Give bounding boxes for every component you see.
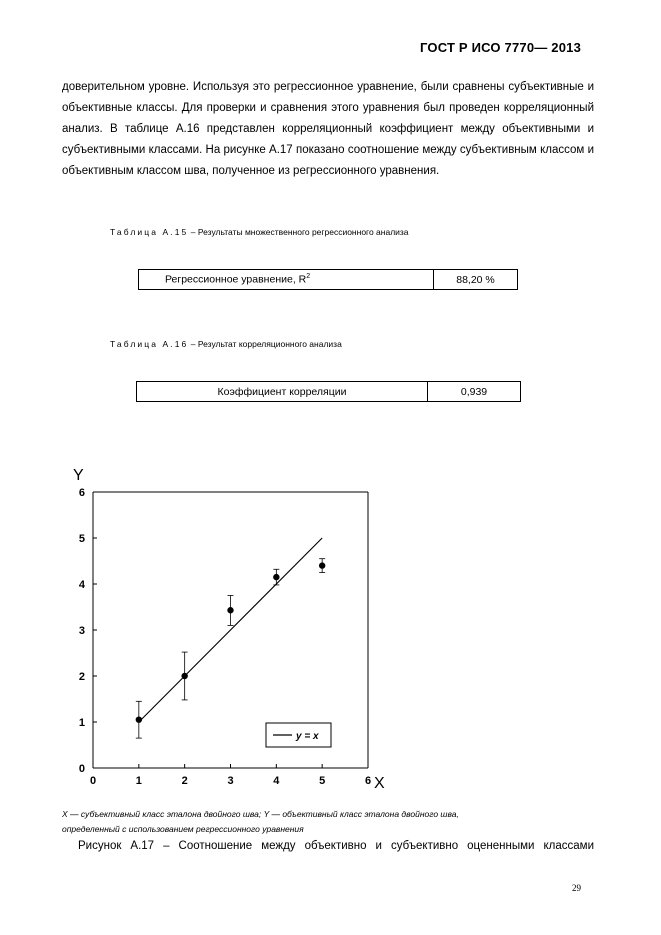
table-a16-label: Коэффициент корреляции <box>137 382 428 402</box>
x-tick-label: 2 <box>181 775 188 787</box>
y-axis-label: Y <box>73 467 84 484</box>
table-row <box>139 270 518 290</box>
table-a15-label-cell <box>139 270 434 290</box>
x-tick-label: 5 <box>319 775 326 787</box>
page-number: 29 <box>572 883 581 893</box>
table-a16-caption-prefix: Таблица А.16 <box>110 339 189 349</box>
y-tick-label: 1 <box>78 717 85 729</box>
figure-note-line2: определенный с использованием регрессионного уравнения <box>62 824 304 834</box>
y-tick-label: 4 <box>78 579 85 591</box>
standard-header: ГОСТ Р ИСО 7770— 2013 <box>420 40 581 55</box>
table-row <box>137 382 521 402</box>
y-tick-label: 5 <box>78 533 85 545</box>
figure-title: Рисунок А.17 – Соотношение между объективно и субъективно оцененными классами <box>78 840 594 852</box>
x-tick-label: 3 <box>227 775 234 787</box>
table-a16-caption-text: – Результат корреляционного анализа <box>188 339 342 349</box>
y-tick-label: 6 <box>78 487 85 499</box>
x-tick-label: 4 <box>273 775 280 787</box>
data-point <box>227 607 233 613</box>
x-tick-label: 1 <box>135 775 142 787</box>
data-point <box>273 574 279 580</box>
table-a16 <box>136 381 521 402</box>
y-tick-label: 2 <box>78 671 85 683</box>
reference-line <box>139 538 322 722</box>
x-tick-label: 0 <box>89 775 97 787</box>
table-a15 <box>138 269 518 290</box>
y-tick-label: 0 <box>78 763 85 775</box>
data-point <box>319 562 325 568</box>
table-a15-caption-prefix: Таблица А.15 <box>110 227 189 237</box>
table-a16-caption <box>110 339 342 349</box>
table-a16-value: 0,939 <box>428 382 521 402</box>
figure-note-line1: X — субъективный класс эталона двойного шва; Y — объективный класс эталона двойного шва, <box>62 809 459 819</box>
table-a15-label: Регрессионное уравнение, R <box>165 273 307 286</box>
x-tick-label: 6 <box>364 775 372 787</box>
table-a15-caption-text: – Результаты множественного регрессионного анализа <box>188 227 409 237</box>
table-a15-caption <box>110 227 409 237</box>
legend-label: y = x <box>296 731 319 742</box>
x-axis-label: X <box>374 775 385 790</box>
data-point <box>181 673 187 679</box>
table-a15-value: 88,20 % <box>434 270 518 290</box>
data-point <box>136 717 142 723</box>
table-a15-label-sup: 2 <box>306 273 311 281</box>
body-paragraph: доверительном уровне. Используя это регрессионное уравнение, были сравнены субъективные и объективные классы. Для проверки и сравнения этого уравнения был проведен корреляционный анализ. В таблице А.16 представлен корреляционный коэффициент между объективными и субъективными классами. На рисунке А.17 показано соотношение между субъективным классом и объективным классом шва, полученное из регрессионного уравнения. <box>62 81 594 177</box>
y-tick-label: 3 <box>78 625 85 637</box>
regression-chart <box>60 460 400 790</box>
